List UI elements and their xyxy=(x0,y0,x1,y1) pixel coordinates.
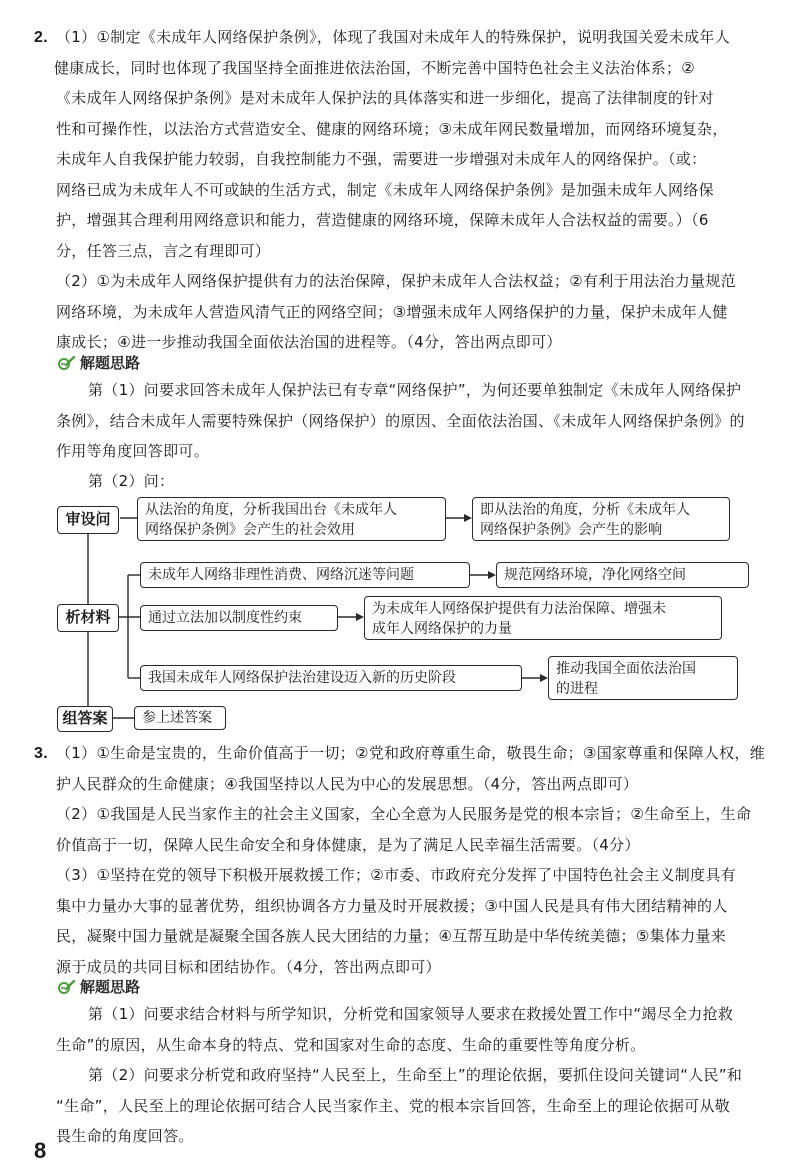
label-xi-cai-liao: 析材料 xyxy=(57,604,119,632)
shen-box-2 xyxy=(472,497,730,541)
zu-box: 参上述答案 xyxy=(134,706,226,730)
q3-hint-title: 解题思路 xyxy=(58,976,140,997)
xi-row1-left: 未成年人网络非理性消费、网络沉迷等问题 xyxy=(140,562,470,588)
text-line: 民，凝聚中国力量就是凝聚全国各族人民大团结的力量；④互帮互助是中华传统美德；⑤集体力量来 xyxy=(56,927,727,945)
text-line: 护，增强其合理利用网络意识和能力，营造健康的网络环境，保障未成年人合法权益的需要。）（6 xyxy=(56,211,709,229)
q2-number: 2. xyxy=(34,29,48,46)
q3-hint-2 xyxy=(56,1060,776,1152)
q3-part3 xyxy=(56,860,776,982)
box-line: 网络保护条例》会产生的社会效用 xyxy=(145,522,355,538)
pencil-icon xyxy=(58,979,76,995)
text-line: 条例》，结合未成年人需要特殊保护（网络保护）的原因、全面依法治国、《未成年人网络保护条例》的 xyxy=(56,411,745,430)
text-line: （2）①为未成年人网络保护提供有力的法治保障，保护未成年人合法权益；②有利于用法治力量规范 xyxy=(56,272,736,290)
text-line: 源于成员的共同目标和团结协作。（4分，答出两点即可） xyxy=(56,957,441,976)
text-line: （1）①生命是宝贵的，生命价值高于一切；②党和政府尊重生命，敬畏生命；③国家尊重和保障人权，维 xyxy=(56,744,765,762)
q3-number: 3. xyxy=(34,745,48,762)
q2-sub2-label: 第（2）问： xyxy=(88,472,175,490)
box-line: 为未成年人网络保护提供有力法治保障、增强未 xyxy=(372,601,666,617)
q3-hint-1 xyxy=(56,999,776,1060)
text-line: 护人民群众的生命健康；④我国坚持以人民为中心的发展思想。（4分，答出两点即可） xyxy=(56,774,639,793)
text-line: （1）①制定《未成年人网络保护条例》，体现了我国对未成年人的特殊保护，说明我国关爱未成年人 xyxy=(56,28,730,46)
text-line: 第（1）问要求结合材料与所学知识，分析党和国家领导人要求在救援处置工作中“竭尽全力抢救 xyxy=(88,1005,734,1023)
box-line: 的进程 xyxy=(556,681,598,697)
xi-row3-right xyxy=(548,656,738,700)
xi-row1-right: 规范网络环境，净化网络空间 xyxy=(496,562,749,588)
text-line: 未成年人自我保护能力较弱，自我控制能力不强，需要进一步增强对未成年人的网络保护。（或： xyxy=(56,150,707,168)
text-line: 作用等角度回答即可。 xyxy=(56,442,210,460)
text-line: 集中力量办大事的显著优势，组织协调各方力量及时开展救援；③中国人民是具有伟大团结精神的人 xyxy=(56,896,728,915)
label-zu-da-an: 组答案 xyxy=(57,706,113,732)
text-line: 生命”的原因，从生命本身的特点、党和国家对生命的态度、生命的重要性等角度分析。 xyxy=(56,1035,646,1054)
xi-row3-left: 我国未成年人网络保护法治建设迈入新的历史阶段 xyxy=(140,665,522,691)
text-line: 健康成长，同时也体现了我国坚持全面推进依法治国，不断完善中国特色社会主义法治体系；② xyxy=(54,58,696,77)
text-line: “生命”，人民至上的理论依据可结合人民当家作主、党的根本宗旨回答，生命至上的理论依据可从敬 xyxy=(56,1096,731,1115)
box-line: 即从法治的角度，分析《未成年人 xyxy=(480,502,690,518)
box-line: 成年人网络保护的力量 xyxy=(372,621,512,637)
box-line: 网络保护条例》会产生的影响 xyxy=(480,522,662,538)
text-line: 《未成年人网络保护条例》是对未成年人保护法的具体落实和进一步细化，提高了法律制度的针对 xyxy=(56,89,714,107)
q3-part1 xyxy=(56,738,776,799)
page-number: 8 xyxy=(34,1138,47,1163)
text-line: 价值高于一切，保障人民生命安全和身体健康，是为了满足人民幸福生活需要。（4分） xyxy=(56,835,640,854)
xi-row2-right xyxy=(364,596,722,640)
text-line: 网络环境，为未成年人营造风清气正的网络空间；③增强未成年人网络保护的力量，保护未成年人健 xyxy=(56,302,728,321)
text-line: 第（2）问要求分析党和政府坚持“人民至上，生命至上”的理论依据，要抓住设问关键词“人民”和 xyxy=(88,1066,743,1084)
box-line: 从法治的角度，分析我国出台《未成年人 xyxy=(145,502,397,518)
box-line: 推动我国全面依法治国 xyxy=(556,661,696,677)
xi-row2-left: 通过立法加以制度性约束 xyxy=(140,605,338,631)
text-line: 网络已成为未成年人不可或缺的生活方式，制定《未成年人网络保护条例》是加强未成年人网络保 xyxy=(56,180,714,199)
text-line: 第（1）问要求回答未成年人保护法已有专章“网络保护”，为何还要单独制定《未成年人网络保护 xyxy=(88,381,742,399)
q2-hint-title: 解题思路 xyxy=(58,352,140,373)
text-line: 分，任答三点，言之有理即可） xyxy=(56,241,271,260)
text-line: 畏生命的角度回答。 xyxy=(56,1127,194,1145)
text-line: 性和可操作性，以法治方式营造安全、健康的网络环境；③未成年网民数量增加，而网络环境复杂， xyxy=(56,119,728,138)
label-shen-she-wen: 审设问 xyxy=(57,506,119,534)
text-line: 康成长；④进一步推动我国全面依法治国的进程等。（4分，答出两点即可） xyxy=(56,333,562,351)
text-line: （3）①坚持在党的领导下积极开展救援工作；②市委、市政府充分发挥了中国特色社会主义制度具有 xyxy=(56,866,736,884)
q3-part2 xyxy=(56,799,776,860)
shen-box-1 xyxy=(137,497,446,541)
text-line: （2）①我国是人民当家作主的社会主义国家，全心全意为人民服务是党的根本宗旨；②生命至上，生命 xyxy=(56,805,752,823)
